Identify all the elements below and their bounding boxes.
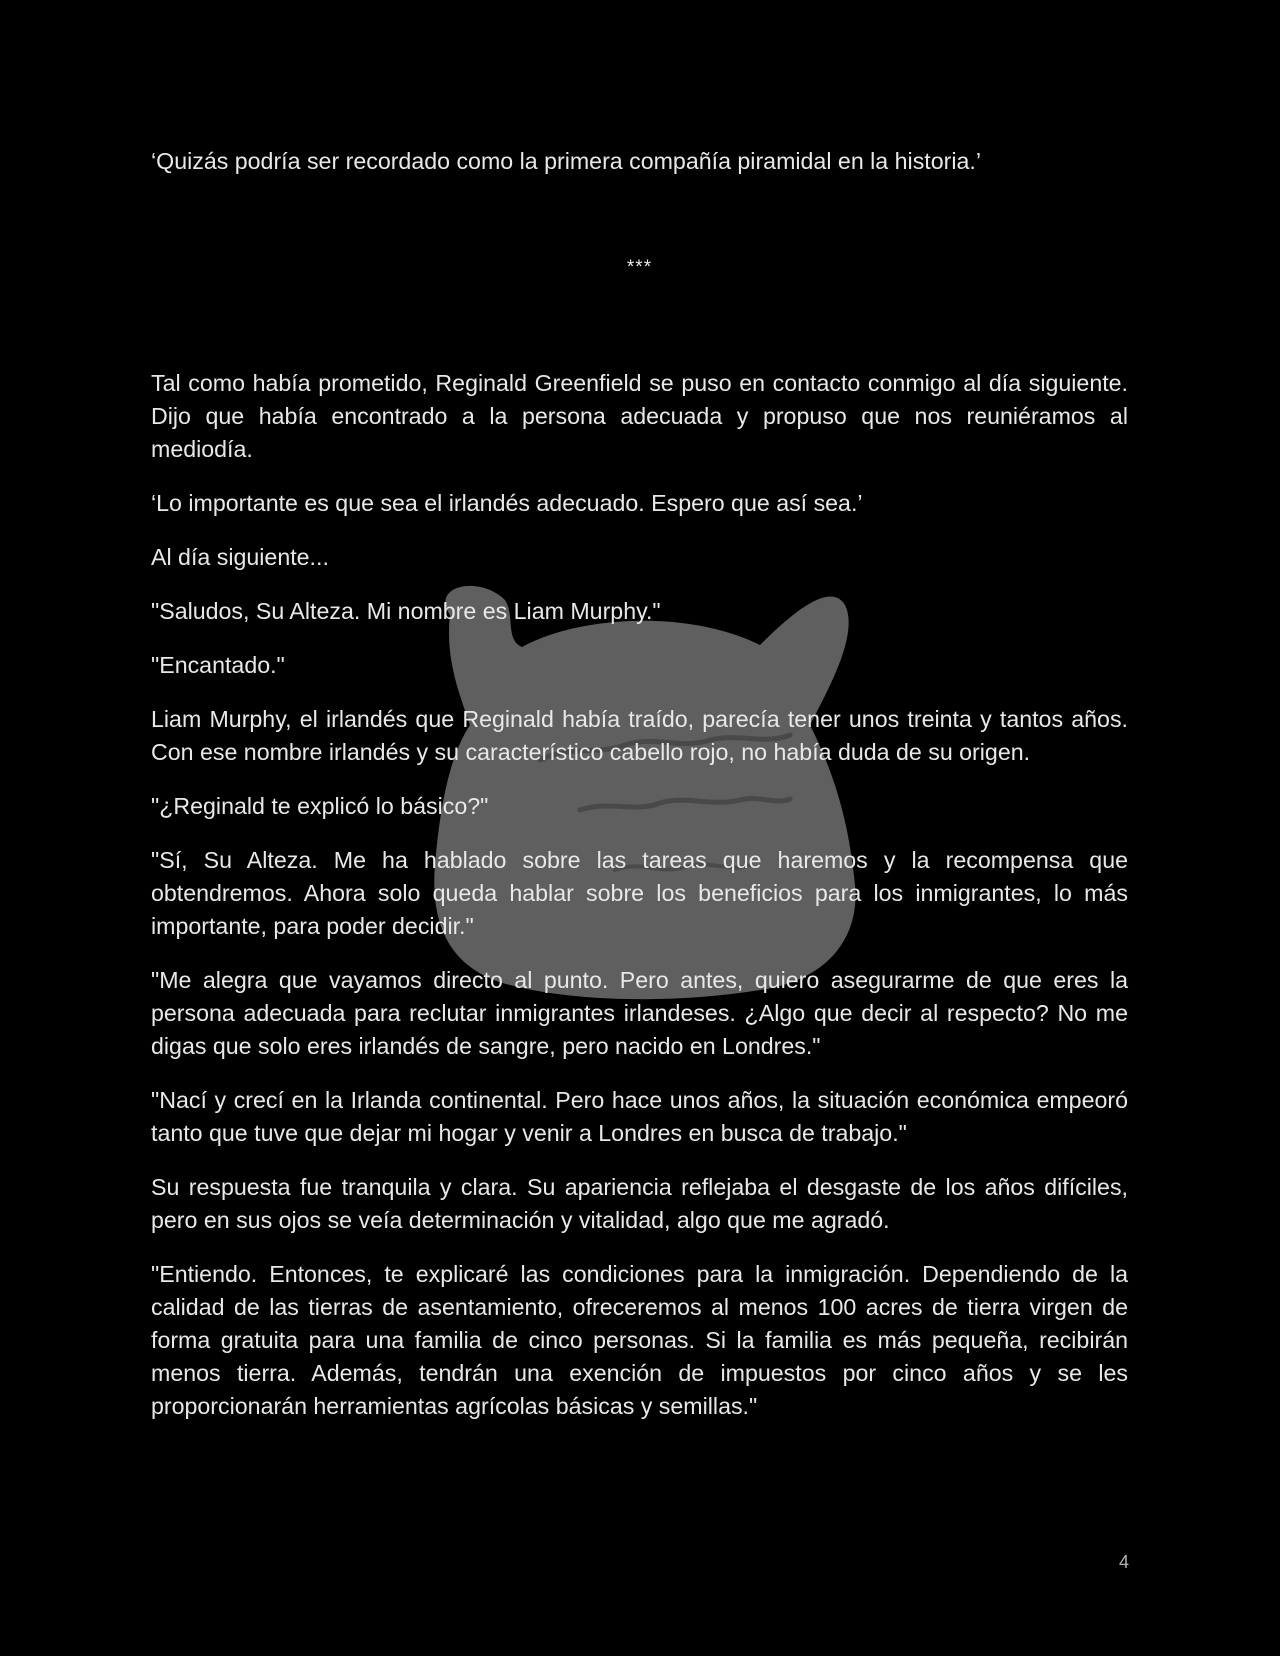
paragraph: Liam Murphy, el irlandés que Reginald había traído, parecía tener unos treinta y tantos años. Con ese nombre irlandés y su característico cabello rojo, no había duda de su origen. [151, 706, 1128, 765]
paragraph: "Saludos, Su Alteza. Mi nombre es Liam Murphy." [151, 598, 661, 624]
paragraph: Tal como había prometido, Reginald Greenfield se puso en contacto conmigo al día siguiente. Dijo que había encontrado a la persona adecuada y propuso que nos reuniéramos al mediodía. [151, 370, 1128, 462]
paragraph: "Encantado." [151, 652, 285, 678]
paragraph: "Sí, Su Alteza. Me ha hablado sobre las tareas que haremos y la recompensa que obtendremos. Ahora solo queda hablar sobre los beneficios para los inmigrantes, lo más importante, para poder decidir." [151, 847, 1128, 939]
paragraph: "Me alegra que vayamos directo al punto. Pero antes, quiero asegurarme de que eres la persona adecuada para reclutar inmigrantes irlandeses. ¿Algo que decir al respecto? No me digas que solo eres irlandés de sangre, pero nacido en Londres." [151, 967, 1128, 1059]
paragraph: ‘Lo importante es que sea el irlandés adecuado. Espero que así sea.’ [151, 490, 863, 516]
paragraph: Al día siguiente... [151, 544, 329, 570]
document-body [151, 145, 1128, 1444]
paragraph: "¿Reginald te explicó lo básico?" [151, 793, 489, 819]
paragraph: "Entiendo. Entonces, te explicaré las condiciones para la inmigración. Dependiendo de la calidad de las tierras de asentamiento, ofreceremos al menos 100 acres de tierra virgen de forma gratuita para una familia de cinco personas. Si la familia es más pequeña, recibirán menos tierra. Además, tendrán una exención de impuestos por cinco años y se les proporcionarán herramientas agrícolas básicas y semillas." [151, 1261, 1128, 1419]
scene-separator: *** [626, 257, 653, 278]
paragraph: "Nací y crecí en la Irlanda continental. Pero hace unos años, la situación económica empeoró tanto que tuve que dejar mi hogar y venir a Londres en busca de trabajo." [151, 1087, 1128, 1146]
page-number: 4 [1118, 1552, 1129, 1572]
opening-quote: ‘Quizás podría ser recordado como la primera compañía piramidal en la historia.’ [151, 148, 981, 174]
paragraph: Su respuesta fue tranquila y clara. Su apariencia reflejaba el desgaste de los años difíciles, pero en sus ojos se veía determinación y vitalidad, algo que me agradó. [151, 1174, 1128, 1233]
